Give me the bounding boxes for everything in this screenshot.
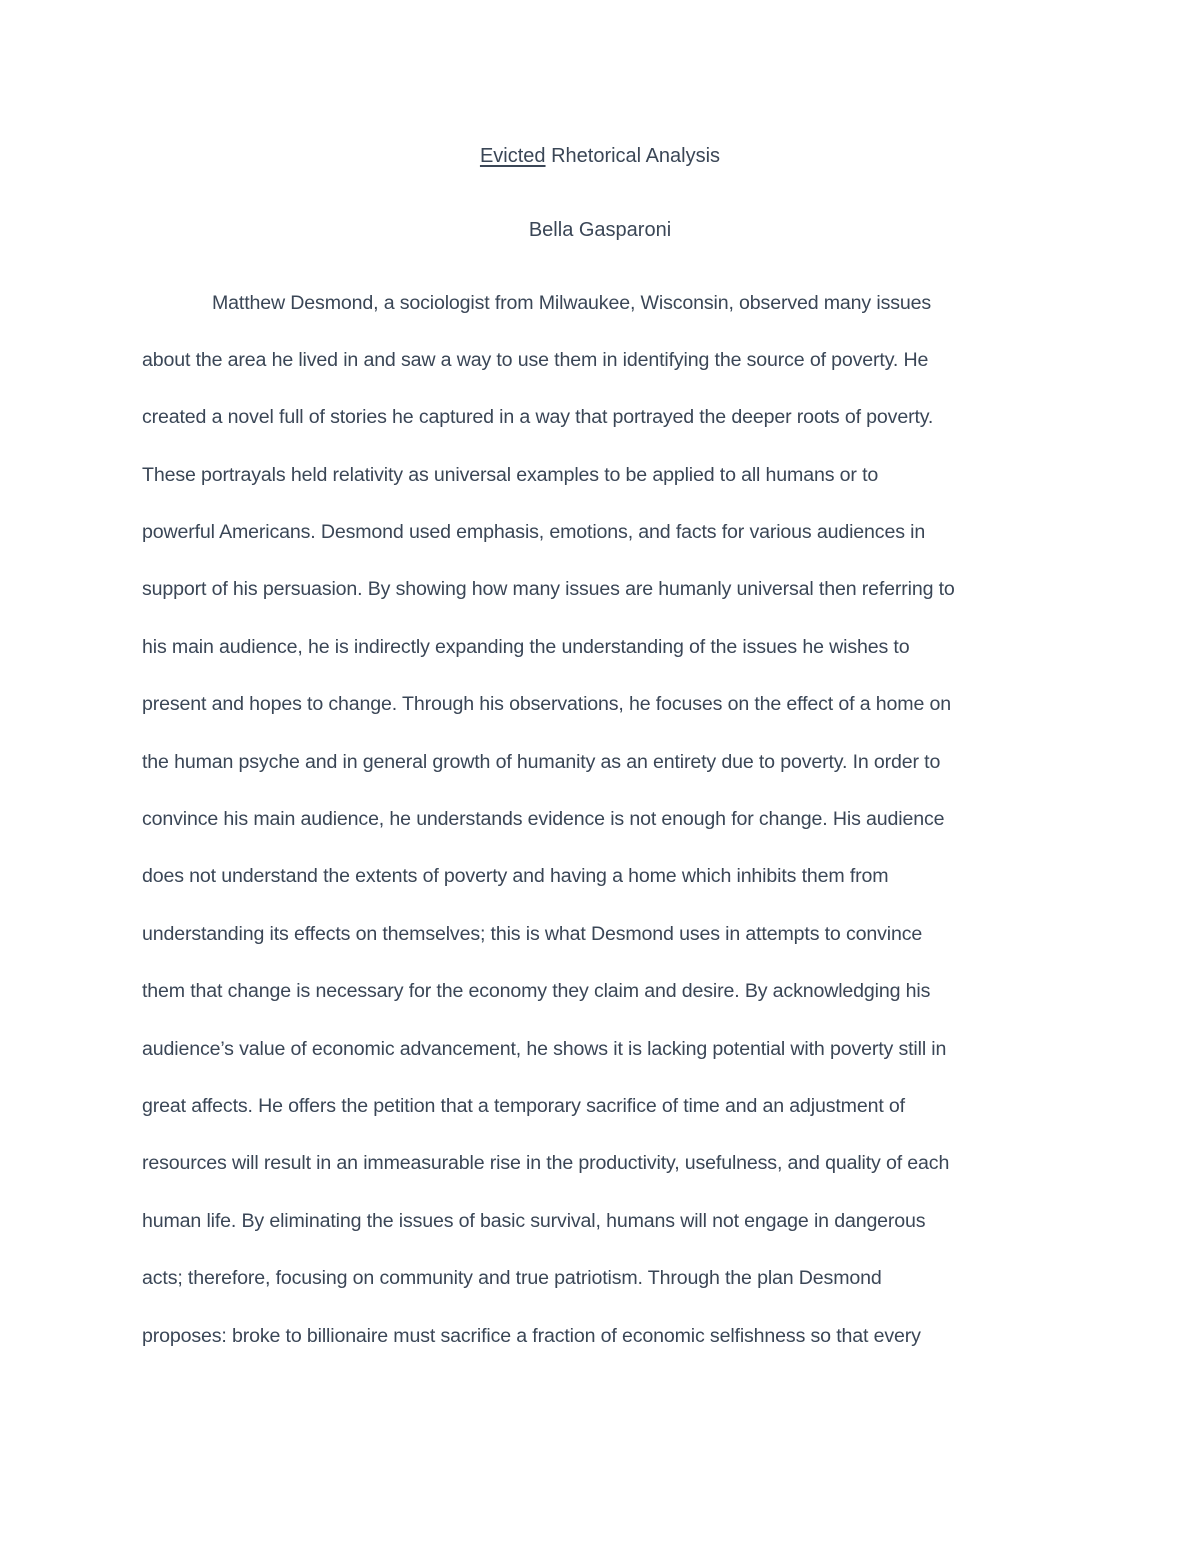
- text-line: acts; therefore, focusing on community and true patriotism. Through the plan Desmond: [142, 1267, 882, 1289]
- text-line: present and hopes to change. Through his observations, he focuses on the effect of a home on: [142, 693, 951, 715]
- text-line: about the area he lived in and saw a way to use them in identifying the source of poverty. He: [142, 349, 929, 371]
- text-line: the human psyche and in general growth of humanity as an entirety due to poverty. In order to: [142, 751, 941, 773]
- text-line: human life. By eliminating the issues of basic survival, humans will not engage in dangerous: [142, 1210, 926, 1232]
- text-line: does not understand the extents of poverty and having a home which inhibits them from: [142, 865, 889, 887]
- text-line: created a novel full of stories he captured in a way that portrayed the deeper roots of poverty.: [142, 406, 934, 428]
- text-line: convince his main audience, he understands evidence is not enough for change. His audience: [142, 808, 945, 830]
- text-line: great affects. He offers the petition that a temporary sacrifice of time and an adjustment of: [142, 1095, 905, 1117]
- text-line: understanding its effects on themselves; this is what Desmond uses in attempts to convince: [142, 923, 923, 945]
- document-title: [0, 141, 1200, 171]
- text-line: These portrayals held relativity as universal examples to be applied to all humans or to: [142, 464, 879, 486]
- title-rest: Rhetorical Analysis: [545, 145, 721, 167]
- text-line: resources will result in an immeasurable rise in the productivity, usefulness, and quality of each: [142, 1152, 950, 1174]
- text-line: support of his persuasion. By showing how many issues are humanly universal then referring to: [142, 578, 955, 600]
- book-title: Evicted: [479, 145, 546, 167]
- text-line: his main audience, he is indirectly expanding the understanding of the issues he wishes to: [142, 636, 910, 658]
- text-line: powerful Americans. Desmond used emphasis, emotions, and facts for various audiences in: [142, 521, 926, 543]
- text-line: Matthew Desmond, a sociologist from Milwaukee, Wisconsin, observed many issues: [212, 292, 931, 314]
- text-line: them that change is necessary for the economy they claim and desire. By acknowledging his: [142, 980, 931, 1002]
- author-name: Bella Gasparoni: [528, 219, 672, 241]
- text-line: proposes: broke to billionaire must sacrifice a fraction of economic selfishness so that every: [142, 1325, 921, 1347]
- text-line: audience’s value of economic advancement, he shows it is lacking potential with poverty still in: [142, 1038, 947, 1060]
